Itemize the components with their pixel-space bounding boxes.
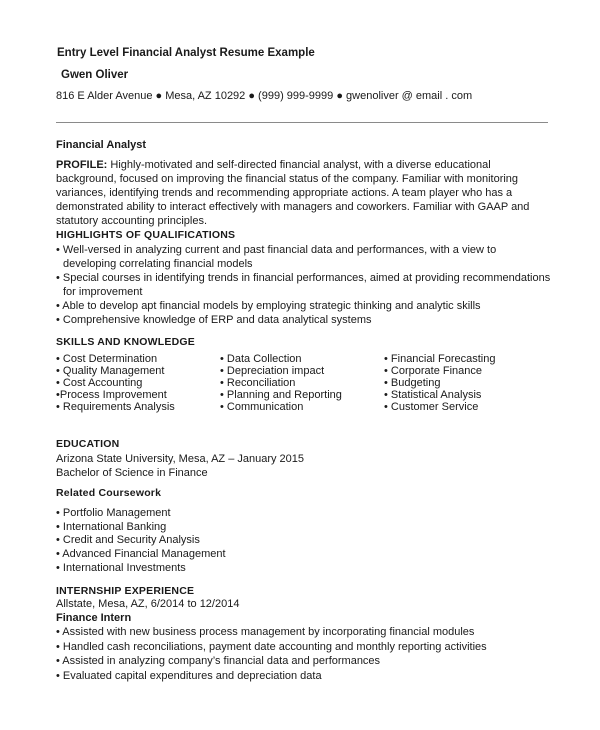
internship-duties (56, 625, 487, 683)
skill-item: • Cost Accounting (56, 377, 143, 389)
highlights-heading: HIGHLIGHTS OF QUALIFICATIONS (56, 229, 236, 241)
internship-heading: INTERNSHIP EXPERIENCE (56, 585, 195, 597)
profile-paragraph (56, 158, 552, 228)
document-title: Entry Level Financial Analyst Resume Example (57, 47, 315, 59)
skill-item: • Quality Management (56, 365, 165, 377)
highlight-item: • Able to develop apt financial models by employing strategic thinking and analytic skills (56, 300, 481, 312)
candidate-name: Gwen Oliver (61, 69, 129, 81)
coursework-item: • Credit and Security Analysis (56, 534, 200, 547)
highlights-list (56, 243, 552, 327)
skill-item: • Communication (220, 401, 304, 413)
skill-item: • Planning and Reporting (220, 389, 342, 401)
skills-column-3 (384, 353, 495, 413)
skill-item: • Financial Forecasting (384, 353, 496, 365)
education-degree: Bachelor of Science in Finance (56, 467, 208, 479)
duty-item: • Assisted with new business process management by incorporating financial modules (56, 626, 475, 638)
skill-item: •Process Improvement (56, 389, 167, 401)
coursework-item: • International Investments (56, 561, 186, 574)
coursework-item: • International Banking (56, 520, 167, 533)
skill-item: • Reconciliation (220, 377, 296, 389)
highlight-item: • Comprehensive knowledge of ERP and data analytical systems (56, 314, 372, 326)
skill-item: • Statistical Analysis (384, 389, 482, 401)
skills-heading: SKILLS AND KNOWLEDGE (56, 336, 195, 348)
highlight-item: • Well-versed in analyzing current and past financial data and performances, with a view to developing correlating financial models (56, 244, 497, 270)
skill-item: • Customer Service (384, 401, 479, 413)
internship-employer: Allstate, Mesa, AZ, 6/2014 to 12/2014 (56, 598, 240, 610)
skill-item: • Cost Determination (56, 353, 158, 365)
internship-role: Finance Intern (56, 612, 132, 624)
duty-item: • Assisted in analyzing company’s financial data and performances (56, 655, 381, 668)
divider (56, 122, 548, 123)
education-heading: EDUCATION (56, 438, 120, 450)
profile-text: Highly-motivated and self-directed financial analyst, with a diverse educational background, focused on improving the financial status of the company. Familiar with monitoring variances, identifying trends and recommending appropriate actions. A team player who has a demonstrated ability to interact effectively with managers and coworkers. Familiar with GAAP and statutory accounting principles. (56, 159, 530, 227)
contact-info: 816 E Alder Avenue ● Mesa, AZ 10292 ● (999) 999-9999 ● gwenoliver @ email . com (56, 90, 473, 102)
skills-column-1 (56, 353, 175, 413)
skill-item: • Requirements Analysis (56, 401, 175, 413)
highlight-item: • Special courses in identifying trends in financial performances, aimed at providing recommendations for improvement (56, 272, 551, 298)
coursework-heading: Related Coursework (56, 487, 162, 499)
skill-item: • Data Collection (220, 353, 302, 365)
skill-item: • Budgeting (384, 377, 441, 389)
skill-item: • Corporate Finance (384, 365, 483, 377)
profile-label: PROFILE: (56, 159, 108, 171)
skills-column-2 (220, 353, 342, 413)
coursework-item: • Advanced Financial Management (56, 548, 226, 561)
skill-item: • Depreciation impact (220, 365, 325, 377)
duty-item: • Handled cash reconciliations, payment date accounting and monthly reporting activities (56, 640, 487, 653)
duty-item: • Evaluated capital expenditures and depreciation data (56, 669, 322, 682)
coursework-list (56, 507, 226, 576)
coursework-item: • Portfolio Management (56, 507, 171, 519)
job-title: Financial Analyst (56, 139, 147, 151)
education-school: Arizona State University, Mesa, AZ – January 2015 (56, 453, 305, 465)
